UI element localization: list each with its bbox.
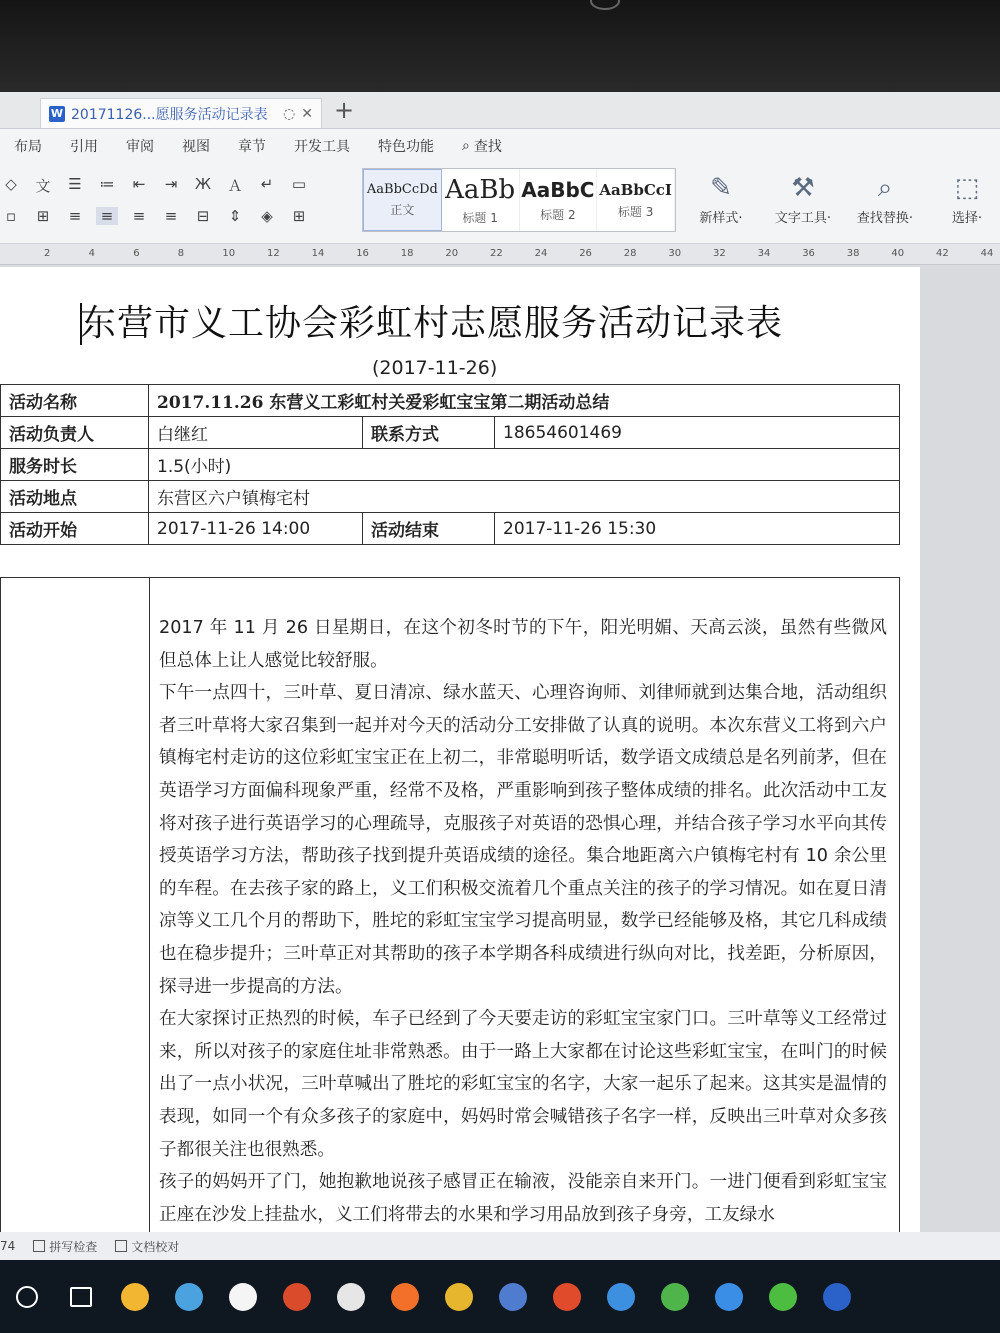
- spell-check-label: 拼写检查: [49, 1239, 98, 1254]
- text-tools-icon: ⚒: [791, 173, 815, 203]
- taskbar-button[interactable]: [270, 1277, 324, 1317]
- style-heading-1[interactable]: [442, 169, 520, 231]
- duration-value: 1.5(小时): [149, 449, 900, 481]
- tab-bar: [0, 92, 1000, 129]
- ruler-number: 10: [222, 248, 236, 259]
- ruler-number: 12: [267, 248, 280, 259]
- taskbar-button[interactable]: [0, 1277, 54, 1317]
- end-value: 2017-11-26 15:30: [495, 513, 900, 545]
- align-right-icon[interactable]: ≡: [132, 207, 146, 225]
- spell-check-icon: [33, 1240, 45, 1252]
- decrease-indent-icon[interactable]: ⇤: [132, 175, 146, 193]
- new-style-label: 新样式·: [699, 211, 743, 226]
- status-bar: [0, 1232, 1000, 1260]
- menu-item[interactable]: 开发工具: [294, 139, 350, 155]
- chinese-layout-icon[interactable]: Ж: [194, 175, 212, 193]
- styles-gallery: [362, 168, 676, 232]
- task-view-icon: [70, 1287, 92, 1307]
- table-grid-icon[interactable]: ▭: [291, 175, 307, 193]
- ribbon-big-tools: [680, 163, 1000, 226]
- activity-summary-text: [159, 612, 887, 1231]
- line-spacing-icon[interactable]: ⇕: [228, 207, 242, 225]
- menu-item[interactable]: 特色功能: [378, 139, 434, 155]
- document-date: (2017-11-26): [372, 357, 498, 379]
- menu-item[interactable]: 视图: [182, 139, 210, 155]
- ribbon-toolbar: [0, 163, 1000, 244]
- app-mail-icon: [499, 1283, 527, 1311]
- wechat-icon: [769, 1283, 797, 1311]
- taskbar-button[interactable]: [648, 1277, 702, 1317]
- chrome-icon: [445, 1283, 473, 1311]
- align-left-icon[interactable]: ≡: [68, 207, 82, 225]
- increase-indent-icon[interactable]: ⇥: [164, 175, 178, 193]
- style-name: 正文: [390, 203, 415, 217]
- new-style-icon: ✎: [710, 173, 732, 203]
- document-tab[interactable]: [40, 98, 322, 128]
- menu-search[interactable]: [448, 136, 516, 156]
- taskbar-button[interactable]: [702, 1277, 756, 1317]
- location-value: 东营区六户镇梅宅村: [149, 481, 900, 513]
- summary-paragraph: 2017 年 11 月 26 日星期日，在这个初冬时节的下午，阳光明媚、天高云淡，虽然有些微风但总体上让人感觉比较舒服。: [159, 618, 887, 671]
- start-label: 活动开始: [1, 513, 149, 545]
- ruler-number: 2: [44, 248, 51, 259]
- ruler-number: 8: [177, 248, 185, 259]
- text-effect-icon[interactable]: ◇: [5, 175, 17, 193]
- spell-check-button[interactable]: [33, 1238, 97, 1255]
- search-icon: ⌕: [462, 138, 470, 154]
- app-presentation-icon: [283, 1283, 311, 1311]
- sort-icon[interactable]: Ａ: [227, 177, 243, 195]
- ribbon-row-1: [0, 175, 310, 196]
- table-row: [1, 385, 900, 417]
- taskbar-button[interactable]: [378, 1277, 432, 1317]
- table-row: [1, 449, 900, 481]
- show-marks-icon[interactable]: ↵: [260, 175, 274, 193]
- ruler-number: 28: [623, 248, 637, 259]
- taskbar-button[interactable]: [486, 1277, 540, 1317]
- location-label: 活动地点: [1, 481, 149, 513]
- menu-item[interactable]: 章节: [238, 139, 266, 155]
- new-tab-button[interactable]: +: [334, 96, 355, 124]
- wps-writer-icon: W: [50, 107, 64, 120]
- select-button[interactable]: [926, 163, 1000, 226]
- start-icon: [16, 1286, 38, 1308]
- windows-taskbar: [0, 1260, 1000, 1333]
- taskbar-button[interactable]: [594, 1277, 648, 1317]
- document-page[interactable]: [0, 267, 920, 1267]
- table-row: [1, 513, 900, 545]
- taskbar-button[interactable]: [108, 1277, 162, 1317]
- horizontal-ruler[interactable]: [0, 244, 1000, 265]
- table-row: [1, 417, 900, 449]
- app-red-icon: [553, 1283, 581, 1311]
- shading-icon[interactable]: ◈: [261, 207, 273, 225]
- app-bird-icon: [175, 1283, 203, 1311]
- style-sample: AaBbCcI: [599, 180, 672, 199]
- column-divider: [149, 578, 150, 1266]
- taskbar-button[interactable]: [162, 1277, 216, 1317]
- contact-value: 18654601469: [495, 417, 900, 449]
- activity-info-table: [0, 384, 900, 545]
- ruler-number: 20: [445, 248, 459, 259]
- page-count: 74: [0, 1239, 16, 1253]
- file-explorer-icon: [121, 1283, 149, 1311]
- leader-label: 活动负责人: [1, 417, 149, 449]
- ruler-number: 40: [891, 248, 905, 259]
- leader-value: 白继红: [149, 417, 363, 449]
- taskbar-button[interactable]: [432, 1277, 486, 1317]
- new-style-button[interactable]: [680, 163, 762, 226]
- ruler-number: 44: [980, 248, 994, 259]
- ribbon-row-2: [0, 207, 310, 225]
- ruler-number: 6: [133, 248, 140, 259]
- style-name: 标题 1: [462, 210, 498, 225]
- document-tab-title: 20171126...愿服务活动记录表: [71, 106, 268, 123]
- app-green-icon: [661, 1283, 689, 1311]
- screen: [0, 92, 1000, 1333]
- close-icon[interactable]: ✕: [301, 105, 313, 122]
- text-tools-label: 文字工具·: [774, 211, 832, 226]
- summary-paragraph: 孩子的妈妈开了门，她抱歉地说孩子感冒正在输液，没能亲自来开门。一进门便看到彩虹宝宝正座在沙发上挂盐水，义工们将带去的水果和学习用品放到孩子身旁，工友绿水: [159, 1172, 887, 1225]
- ruler-number: 32: [713, 248, 726, 259]
- ruler-number: 24: [534, 248, 548, 259]
- find-replace-button[interactable]: [844, 163, 926, 226]
- end-label: 活动结束: [363, 513, 495, 545]
- app-chat-icon: [229, 1283, 257, 1311]
- ruler-number: 4: [88, 248, 95, 259]
- taskbar-button[interactable]: [756, 1277, 810, 1317]
- select-icon: ⬚: [954, 173, 980, 203]
- doc-check-label: 文档校对: [131, 1239, 180, 1254]
- style-name: 标题 3: [617, 204, 654, 219]
- ruler-number: 36: [802, 248, 815, 259]
- select-label: 选择·: [951, 211, 983, 226]
- ruler-number: 14: [311, 248, 325, 259]
- start-value: 2017-11-26 14:00: [149, 513, 363, 545]
- table-row: [1, 481, 900, 513]
- bullet-list-icon[interactable]: ☰: [68, 175, 82, 193]
- contact-label: 联系方式: [363, 417, 495, 449]
- distributed-icon[interactable]: ⊟: [196, 207, 210, 225]
- justify-icon[interactable]: ≡: [164, 207, 178, 225]
- summary-paragraph: 在大家探讨正热烈的时候，车子已经到了今天要走访的彩虹宝宝家门口。三叶草等义工经常过来，所以对孩子的家庭住址非常熟悉。由于一路上大家都在讨论这些彩虹宝宝，在叫门的时候出了一点小状况，三叶草喊出了胜坨的彩虹宝宝的名字，大家一起乐了起来。这其实是温情的表现，如同一个有众多孩子的家庭中，妈妈时常会喊错孩子名字一样，反映出三叶草对众多孩子都很关注也很熟悉。: [159, 1009, 887, 1160]
- style-name: 标题 2: [540, 207, 576, 222]
- activity-summary-box: [0, 577, 900, 1267]
- style-sample: AaBb: [445, 174, 516, 205]
- ruler-number: 16: [356, 248, 369, 259]
- taskbar-button[interactable]: [810, 1277, 864, 1317]
- ruler-number: 42: [936, 248, 949, 259]
- ruler-number: 26: [579, 248, 592, 259]
- clear-format-icon[interactable]: ▫: [5, 207, 17, 225]
- menu-item[interactable]: 审阅: [126, 139, 154, 155]
- menu-search-label: 查找: [473, 139, 502, 155]
- phonetic-guide-icon[interactable]: 文: [35, 177, 51, 195]
- doc-check-icon: [115, 1240, 127, 1252]
- activity-name-label: 活动名称: [1, 385, 149, 417]
- pin-icon[interactable]: ◌: [283, 105, 296, 122]
- taskbar-button[interactable]: [540, 1277, 594, 1317]
- taskbar-button[interactable]: [216, 1277, 270, 1317]
- style-sample: AaBbC: [521, 177, 595, 202]
- app-seven-icon: [337, 1283, 365, 1311]
- style-normal[interactable]: [363, 169, 442, 231]
- taskbar-button[interactable]: [54, 1277, 108, 1317]
- taskbar-button[interactable]: [324, 1277, 378, 1317]
- numbered-list-icon[interactable]: ≔: [99, 175, 115, 193]
- summary-paragraph: 下午一点四十，三叶草、夏日清凉、绿水蓝天、心理咨询师、刘律师就到达集合地，活动组织者三叶草将大家召集到一起并对今天的活动分工安排做了认真的说明。本次东营义工将到六户镇梅宅村走访的这位彩虹宝宝正在上初二，非常聪明听话，数学语文成绩总是名列前茅，但在英语学习方面偏科现象严重，经常不及格，严重影响到孩子整体成绩的排名。此次活动中工友将对孩子进行英语学习的心理疏导，克服孩子对英语的恐惧心理，并结合孩子学习水平向其传授英语学习方法，帮助孩子找到提升英语成绩的途径。集合地距离六户镇梅宅村有 10 余公里的车程。在去孩子家的路上，义工们积极交流着几个重点关注的孩子的学习情况。如在夏日清凉等义工几个月的帮助下，胜坨的彩虹宝宝学习提高明显，数学已经能够及格，其它几科成绩也在稳步提升；三叶草正对其帮助的孩子本学期各科成绩进行纵向对比，找差距，分析原因，探寻进一步提高的方法。: [159, 683, 887, 997]
- doc-check-button[interactable]: [115, 1238, 179, 1255]
- ie-icon: [715, 1283, 743, 1311]
- activity-name-value: 2017.11.26 东营义工彩虹村关爱彩虹宝宝第二期活动总结: [149, 385, 900, 417]
- find-replace-label: 查找替换·: [856, 211, 914, 226]
- text-tools-button[interactable]: [762, 163, 844, 226]
- ruler-number: 18: [400, 248, 414, 259]
- find-replace-icon: ⌕: [877, 173, 893, 203]
- border-icon[interactable]: ⊞: [36, 207, 50, 225]
- menu-item[interactable]: 布局: [14, 139, 42, 155]
- style-sample: AaBbCcDd: [366, 182, 438, 197]
- document-title: 东营市义工协会彩虹村志愿服务活动记录表: [80, 303, 784, 344]
- ruler-number: 34: [757, 248, 771, 259]
- monitor-bezel: [0, 0, 1000, 95]
- style-heading-3[interactable]: [597, 169, 675, 231]
- app-blue-s-icon: [607, 1283, 635, 1311]
- menu-item[interactable]: 引用: [70, 139, 98, 155]
- ruler-number: 22: [490, 248, 503, 259]
- wps-writer-icon: [823, 1283, 851, 1311]
- align-center-icon[interactable]: ≡: [96, 207, 118, 225]
- duration-label: 服务时长: [1, 449, 149, 481]
- borders-icon[interactable]: ⊞: [292, 207, 306, 225]
- ruler-number: 30: [668, 248, 682, 259]
- webcam-icon: [590, 0, 620, 10]
- firefox-icon: [391, 1283, 419, 1311]
- menu-bar: [0, 129, 1000, 163]
- style-heading-2[interactable]: [520, 169, 598, 231]
- ruler-number: 38: [846, 248, 860, 259]
